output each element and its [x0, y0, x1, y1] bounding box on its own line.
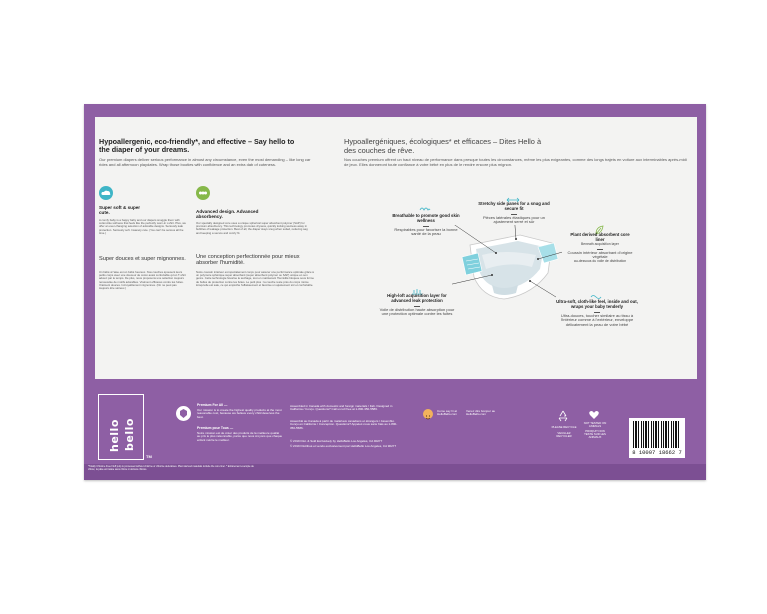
logo-bello: bello: [123, 418, 136, 451]
callout-ultrasoft: [554, 300, 640, 328]
callout-stretchy-en: Stretchy side panes for a snug and secure fit: [478, 201, 550, 211]
intro-fr: Nos couches premium offrent un haut niveau de performance dans presque toutes les circonstances, même les plus exigeantes, comme des longs trajets en voiture aux interminables après-midi de jeux. Elles donneront toute confiance à votre bébé en plus de le rendre encore plus mignon.: [344, 157, 687, 167]
callout-plant-sub-fr: au-dessous du voile de distribution: [573, 258, 627, 263]
logo-hello: hello: [108, 419, 121, 452]
premium-badge-icon: [176, 406, 191, 421]
soft-cloud-icon: [99, 186, 113, 200]
say-hi-fr: Venez dire bonjour au HelloBello.com: [466, 409, 496, 417]
cruelty-free-label-fr: PRODUIT NON TESTÉ SUR LES ANIMAUX: [584, 429, 606, 440]
premium-label: Premium For All —: [197, 403, 228, 407]
hello-bello-logo: [98, 394, 144, 460]
callout-stretchy: [476, 202, 552, 225]
barcode-number: 8 10007 18662 7: [632, 449, 682, 456]
absorbency-drops-icon: [196, 186, 210, 200]
soft-body-fr: Un bébé à l'aise est un bébé heureux. Nos couches épousent leurs petits corps avec une douceur de coton aussi confortable qu'un T-shirt adouci par le temps. De plus, nous proposons une sélection toujours renouvelée de motifs adorables. Vraiment efficaces contre les fuites. Vraiment douces. Incroyablement mignonnes. (On ne peut pas toujours être sérieux.): [99, 270, 186, 291]
callout-plant: [566, 233, 634, 264]
soft-title-fr: Super douces et super mignonnes.: [99, 256, 186, 262]
say-hi-en: Come say hi at HelloBello.com: [437, 409, 458, 417]
acquisition-layer-icon: [411, 283, 423, 291]
cruelty-free-label: NOT TESTED ON ANIMALS: [583, 421, 607, 429]
copyright-fr: © 2019 Distribué et vendu exclusivement par HelloBello Los Angeles, CA 90277: [290, 444, 397, 448]
divider: [594, 312, 600, 313]
stretch-arrows-icon: [506, 190, 520, 196]
breathable-icon: [419, 200, 431, 208]
callout-ultrasoft-en: Ultra-soft, cloth-like feel, inside and out, wraps your baby tenderly: [556, 299, 638, 309]
cloth-icon: [590, 288, 602, 296]
callout-plant-en: Plant derived absorbent core liner: [570, 232, 630, 242]
heart-icon: [588, 408, 600, 420]
callout-breathable-en: Breathable to promote good skin wellness: [392, 213, 460, 223]
premium-body-fr: Notre mission est de créer des produits de la meilleure qualité au prix le plus raisonnable, parce que nous croyons que chaque enfant mérite le meilleur.: [197, 431, 283, 442]
divider: [597, 249, 603, 250]
intro-en: Our premium diapers deliver serious performance in almost any circumstance, even the most demanding – like long car rides and all afternoon playdates. Wrap those booties with confidence and an extra dab of cuteness.: [99, 157, 311, 167]
copyright-en: © 2019 Dist. & Sold Exclusively by HelloBello Los Angeles, CA 90277: [290, 439, 383, 443]
callout-acquisition-en: High-loft acquisition layer for advanced leak protection: [387, 293, 447, 303]
design-title: Advanced design. Advanced absorbency.: [196, 209, 259, 220]
callout-ultrasoft-fr: Ultra-douces, toucher similaire au tissu à l'intérieur comme à l'extérieur, enveloppe délicatement la peau de votre bébé: [560, 312, 634, 328]
design-body: Our specially designed core uses a unique spherical super absorbent polymer (SAP) for premium absorbency. This technology promotes dryness, quickly locking wetness away in bubbles of leakage protection. Best of all, the diaper stays snug when soiled, reducing sag and keeping a secure and comfy fit.: [196, 221, 308, 235]
plant-leaf-icon: [594, 222, 604, 232]
callout-breathable-fr: Respirables pour favoriser la bonne santé de la peau: [394, 226, 458, 237]
assembled-fr: Assemblé au Canada à partir de matériaux canadiens et étrangers / Assemblé. Conçu en Californie / Conception. Questions? Appelez-nous sans frais au 1-800-350-5586.: [290, 419, 398, 430]
diaper-cutaway-illustration: [452, 225, 562, 305]
premium-label-fr: Premium pour Tous —: [197, 426, 234, 430]
design-title-fr: Une conception perfectionnée pour mieux absorber l'humidité.: [196, 254, 300, 267]
assembled-en: Assembled in Canada with domestic and foreign materials / Fab. Designed in California / Conçu. Questions? Call us toll free at 1-800-350-5586.: [290, 404, 393, 412]
recycle-label-fr: VEUILLEZ RECYCLER: [556, 431, 572, 439]
upc-barcode: [629, 418, 685, 458]
callout-stretchy-fr: Pièces latérales élastiques pour un ajustement serré et sûr: [482, 214, 546, 225]
soft-body: A comfy baby is a happy baby and our diapers snuggle them with cotton-like softness that feels like the perfectly worn-in t-shirt. Plus, we offer an ever-changing selection of adorable designs. Seriously leak protection. Seriously soft. Insanely cute. (You can't be serious all the time.): [99, 218, 186, 235]
headline-en: Hypoallergenic, eco-friendly*, and effective – Say hello to the diaper of your dreams.: [99, 137, 295, 155]
design-body-fr: Notre coussin intérieur est spécialement conçu pour assurer une performance optimale grâce à un polymère sphérique super absorbant (super absorbent polymer ou SAP) unique en son genre. Cette technologie favorise le séchage, tout en maintenant l'humidité bloquée sous forme de bulles de protection contre les fuites. Le petit plus : la couche reste près du corps même lorsqu'elle est sale, ce qui empêche l'affaissement et favorise un ajustement sûr et confortable.: [196, 270, 314, 287]
soft-title: Super soft & super cute.: [99, 205, 141, 216]
trademark: TM: [146, 454, 152, 459]
callout-acquisition-fr: Voile de distribution haute absorption pour une protection optimale contre les fuites: [379, 306, 455, 317]
callout-plant-sub: Beneath acquisition layer: [581, 241, 619, 246]
recycle-icon: [556, 409, 570, 423]
headline-fr: Hypoallergéniques, écologiques* et efficaces – Dites Hello à des couches de rêve.: [344, 137, 542, 155]
divider: [511, 214, 517, 215]
smiley-icon: [423, 409, 433, 419]
premium-body: Our mission is to create the highest quality products at the most reasonable cost, because we believe every child deserves the best.: [197, 408, 282, 419]
footnote: *Totally Chlorine Free Fluff pulp is processed without chlorine or chlorine derivatives. Plant derived materials include the core liner. * Entièrement exempte de chlore; la pâte est traitée sans chlore ni dérivés chlorés.: [88, 465, 254, 471]
barcode-bars: [633, 421, 681, 448]
callout-plant-fr: Coussin intérieur absorbant d'origine végétale: [567, 249, 633, 260]
recycle-label: PLEASE RECYCLE: [551, 425, 577, 429]
divider: [414, 306, 420, 307]
callout-acquisition: [378, 294, 456, 317]
divider: [423, 226, 429, 227]
